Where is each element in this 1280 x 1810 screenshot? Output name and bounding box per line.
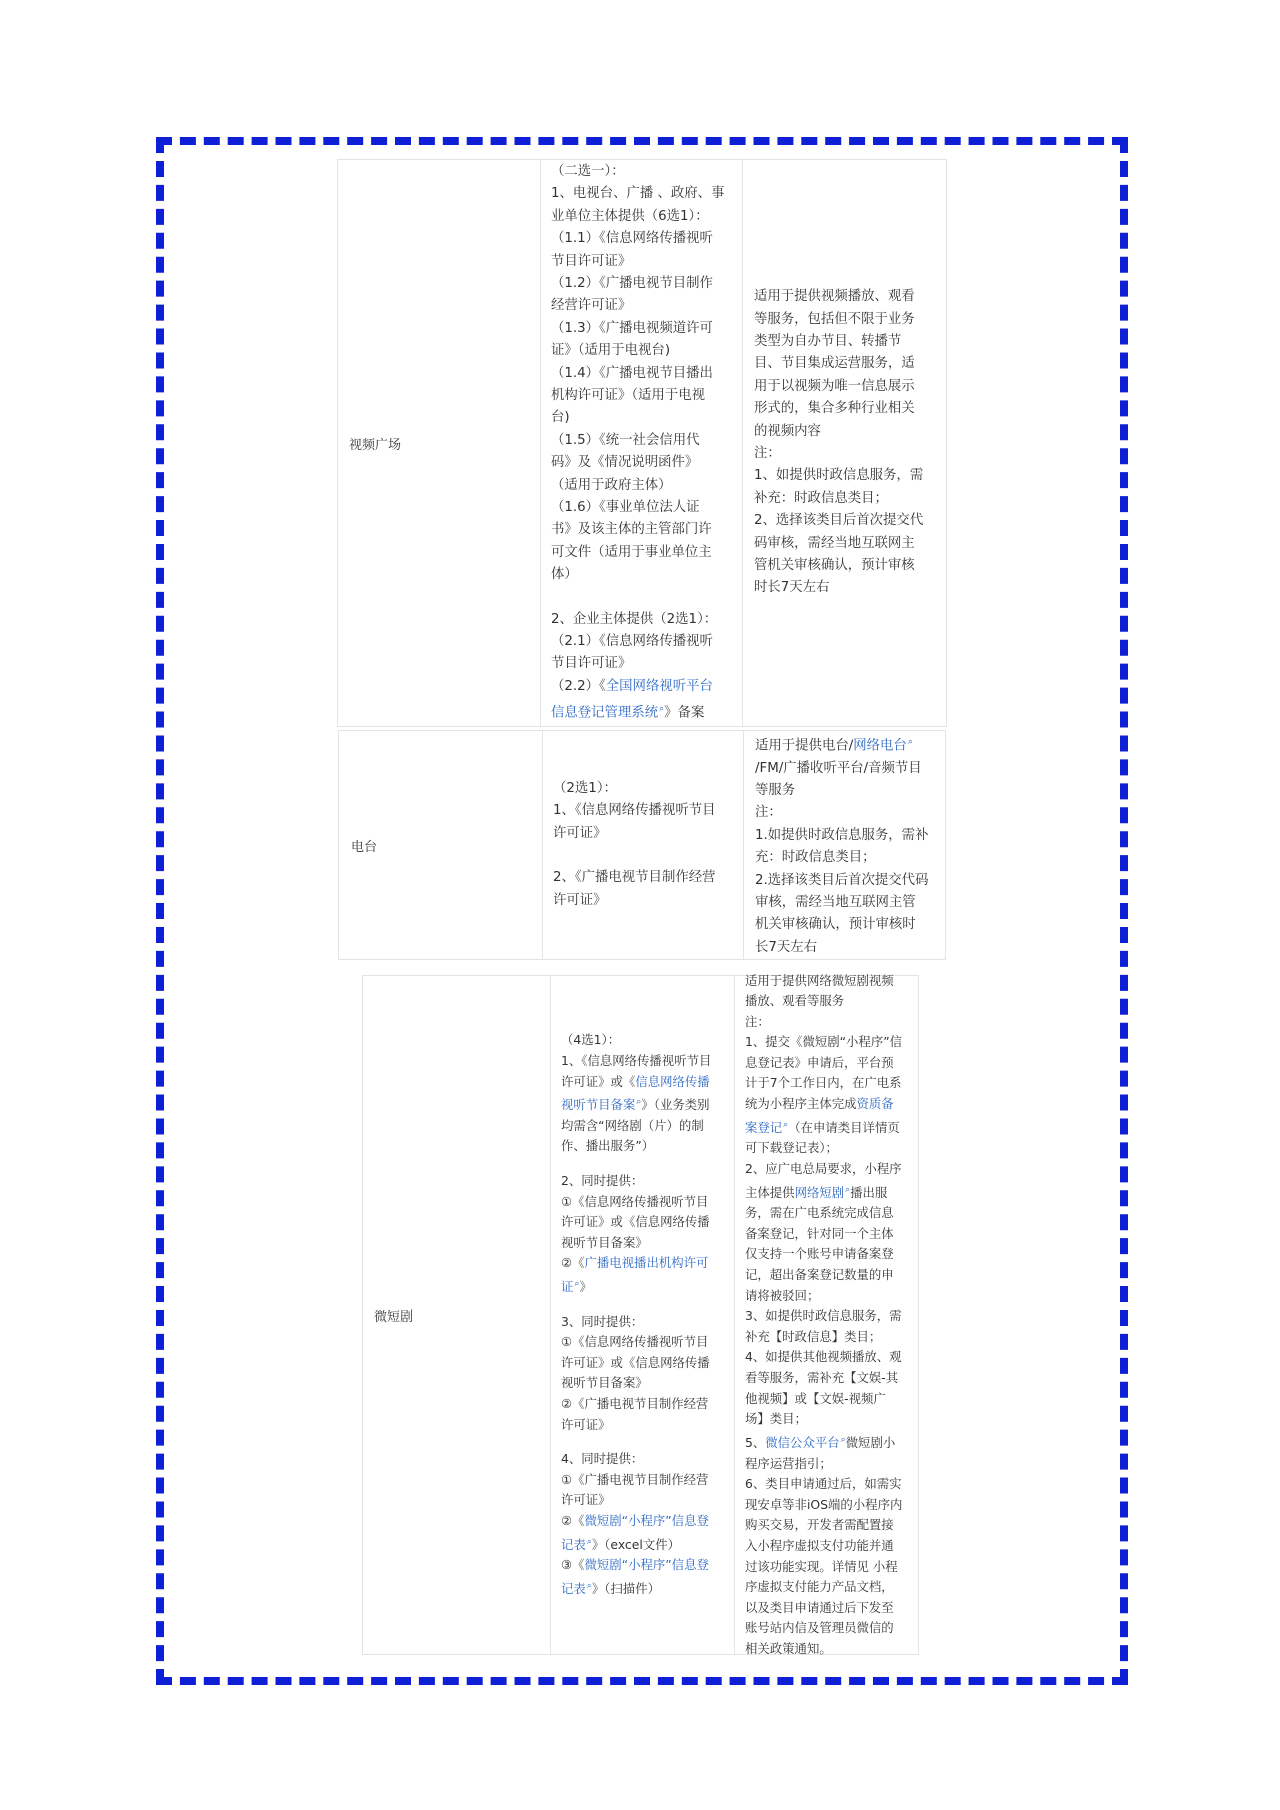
search-icon[interactable]: ⌕ — [636, 1097, 642, 1108]
text-line — [551, 363, 742, 385]
text-segment: 2、选择该类目后首次提交代 — [754, 513, 924, 529]
text-segment: （2.2）《 — [551, 678, 606, 694]
text-segment: （4选1）： — [561, 1032, 621, 1048]
text-segment: 3、如提供时政信息服务，需 — [745, 1308, 902, 1324]
text-segment: 审核，需经当地互联网主管 — [755, 895, 916, 911]
text-segment: 1、电视台、广播 、政府、事 — [551, 186, 725, 202]
text-segment: 》（扫描件） — [591, 1581, 660, 1597]
text-line — [745, 1180, 920, 1204]
text-line — [551, 407, 742, 429]
search-icon[interactable]: ⌕ — [574, 1278, 580, 1289]
notes-cell — [742, 160, 948, 726]
inline-link[interactable]: 记表 — [561, 1536, 586, 1552]
text-segment: 许可证》 — [553, 892, 607, 908]
text-line — [561, 1030, 734, 1051]
text-line — [561, 1253, 734, 1274]
text-segment: 类型为自办节目、转播节 — [754, 333, 902, 349]
table-row — [337, 159, 947, 727]
requirements-text — [561, 1030, 734, 1599]
text-line — [561, 1192, 734, 1213]
inline-link[interactable]: 资质备 — [856, 1096, 894, 1112]
text-segment: 2、应广电总局要求，小程序 — [745, 1160, 902, 1176]
text-segment: 业单位主体提供（6选1）： — [551, 208, 709, 224]
text-segment: （1.1）《信息网络传播视听 — [551, 231, 713, 247]
text-line — [551, 609, 742, 631]
text-line — [561, 1116, 734, 1137]
text-segment: 时长7天左右 — [754, 580, 830, 596]
text-segment: 机构许可证》（适用于电视 — [551, 387, 705, 403]
inline-link[interactable]: 网络短剧 — [794, 1184, 845, 1200]
text-segment: 作、播出服务”） — [561, 1138, 655, 1154]
text-line — [745, 1306, 920, 1327]
text-segment: 适用于提供网络微短剧视频 — [745, 972, 894, 988]
text-line — [754, 331, 948, 353]
text-segment: ①《广播电视节目制作经营 — [561, 1471, 709, 1487]
text-segment: 3、同时提供： — [561, 1313, 644, 1329]
text-line — [551, 228, 742, 250]
inline-link[interactable]: 记表 — [561, 1581, 586, 1597]
text-line — [745, 1598, 920, 1619]
search-icon[interactable]: ⌕ — [845, 1184, 851, 1195]
text-segment: 2.选择该类目后首次提交代码 — [755, 872, 929, 888]
text-line — [755, 937, 947, 959]
text-line — [561, 1449, 734, 1470]
text-line — [561, 1532, 734, 1556]
text-line — [551, 698, 742, 725]
text-line — [745, 1474, 920, 1495]
text-line — [561, 1136, 734, 1157]
text-segment: （适用于政府主体） — [551, 477, 672, 493]
text-line — [755, 758, 947, 780]
text-segment: 可文件（适用于事业单位主 — [551, 544, 712, 560]
text-segment: 许可证》或《信息网络传播 — [561, 1214, 710, 1230]
category-label: 视频广场 — [349, 437, 402, 453]
text-segment: （1.3）《广播电视频道许可 — [551, 320, 713, 336]
text-segment: 充：时政信息类目； — [755, 850, 876, 866]
text-segment: 播出服 — [850, 1184, 888, 1200]
text-segment: 目、节目集成运营服务，适 — [754, 356, 915, 372]
text-line — [553, 867, 743, 889]
text-line — [553, 823, 743, 845]
text-line — [551, 519, 742, 541]
text-segment: （二选一）： — [551, 163, 625, 179]
category-cell — [339, 731, 542, 959]
inline-link[interactable]: 证 — [561, 1279, 574, 1295]
text-segment: 1.如提供时政信息服务，需补 — [755, 827, 929, 843]
text-line — [754, 465, 948, 487]
text-segment: 请将被驳回； — [745, 1287, 820, 1303]
text-line — [754, 443, 948, 465]
text-line — [551, 653, 742, 675]
text-line — [754, 577, 948, 599]
text-line — [561, 1332, 734, 1353]
search-icon[interactable]: ⌕ — [659, 704, 665, 715]
requirements-text — [551, 161, 742, 725]
text-line — [551, 206, 742, 228]
text-segment: 》备案 — [664, 705, 705, 721]
search-icon[interactable]: ⌕ — [907, 736, 913, 747]
text-line — [755, 825, 947, 847]
inline-link[interactable]: 信息登记管理系统 — [551, 705, 659, 721]
inline-link[interactable]: 视听节目备案 — [561, 1097, 636, 1113]
text-segment: 等服务 — [755, 783, 796, 799]
text-line — [551, 273, 742, 295]
text-segment: 统为小程序主体完成 — [745, 1096, 857, 1112]
text-line — [551, 340, 742, 362]
text-line — [561, 1394, 734, 1415]
text-line — [561, 1373, 734, 1394]
text-line — [754, 488, 948, 510]
blank-line — [561, 1435, 734, 1449]
text-line — [551, 452, 742, 474]
category-cell — [363, 976, 550, 1654]
text-segment: 许可证》或《信息网络传播 — [561, 1354, 710, 1370]
notes-cell — [734, 972, 920, 1656]
text-segment: （2.1）《信息网络传播视听 — [551, 634, 713, 650]
text-segment: 场】类目； — [745, 1411, 807, 1427]
text-line — [755, 870, 947, 892]
text-line — [754, 309, 948, 331]
notes-text — [754, 286, 948, 600]
text-line — [745, 1495, 920, 1516]
text-line — [745, 1203, 920, 1224]
text-line — [561, 1511, 734, 1532]
inline-link[interactable]: 微短剧“小程序”信息登 — [584, 1557, 709, 1573]
inline-link[interactable]: 微短剧“小程序”信息登 — [584, 1513, 709, 1529]
notes-text — [745, 971, 920, 1660]
table-row — [338, 730, 946, 960]
text-line — [755, 731, 947, 758]
text-segment: （在申请类目详情页 — [788, 1119, 900, 1135]
text-segment: 6、类目申请通过后，如需实 — [745, 1476, 902, 1492]
text-segment: 节目许可证》 — [551, 253, 632, 269]
table-row — [362, 972, 919, 1656]
text-line — [754, 421, 948, 443]
text-segment: 1、提交《微短剧“小程序”信 — [745, 1034, 903, 1050]
text-segment: /FM/广播收听平台/音频节目 — [755, 760, 922, 776]
text-line — [745, 1515, 920, 1536]
inline-link[interactable]: 信息网络传播 — [635, 1073, 710, 1089]
text-line — [745, 1032, 920, 1053]
text-segment: 等服务，包括但不限于业务 — [754, 311, 915, 327]
text-segment: 许可证》 — [561, 1416, 611, 1432]
text-line — [745, 1286, 920, 1307]
requirements-cell — [540, 160, 742, 726]
text-segment: 证》（适用于电视台) — [551, 343, 671, 359]
text-segment: 视听节目备案》 — [561, 1234, 648, 1250]
text-line — [745, 1454, 920, 1475]
text-line — [745, 1639, 920, 1660]
text-line — [755, 892, 947, 914]
text-line — [755, 802, 947, 824]
search-icon[interactable]: ⌕ — [586, 1536, 592, 1547]
notes-cell — [743, 731, 947, 959]
text-segment: ②《广播电视节目制作经营 — [561, 1396, 709, 1412]
text-line — [745, 971, 920, 992]
text-line — [551, 251, 742, 273]
text-segment: 注： — [745, 1013, 770, 1029]
text-line — [561, 1353, 734, 1374]
text-segment: 序虚拟支付能力产品文档， — [745, 1579, 894, 1595]
text-segment: 主体提供 — [745, 1184, 795, 1200]
text-segment: 仅支持一个账号申请备案登 — [745, 1246, 894, 1262]
text-segment: 记，超出备案登记数量的申 — [745, 1267, 894, 1283]
text-line — [561, 1576, 734, 1600]
text-segment: 适用于提供电台/ — [755, 738, 854, 754]
text-line — [745, 1159, 920, 1180]
text-segment: 账号站内信及管理员微信的 — [745, 1620, 894, 1636]
text-segment: 许可证》 — [553, 825, 607, 841]
text-line — [745, 1409, 920, 1430]
text-segment: 书》及该主体的主管部门许 — [551, 522, 712, 538]
text-segment: 他视频】或【文娱-视频广 — [745, 1390, 886, 1406]
text-segment: 1、《信息网络传播视听节目 — [553, 803, 716, 819]
text-segment: 注： — [754, 446, 781, 461]
text-line — [553, 890, 743, 912]
text-line — [745, 1094, 920, 1115]
text-line — [561, 1415, 734, 1436]
text-line — [551, 542, 742, 564]
text-segment: 1、如提供时政信息服务，需 — [754, 468, 924, 484]
blank-line — [561, 1298, 734, 1312]
text-segment: 长7天左右 — [755, 939, 818, 955]
text-segment: 务，需在广电系统完成信息 — [745, 1205, 894, 1221]
text-line — [754, 398, 948, 420]
text-line — [551, 295, 742, 317]
text-line — [561, 1212, 734, 1233]
text-segment: 备案登记，针对同一个主体 — [745, 1225, 894, 1241]
text-segment: （2选1）： — [553, 780, 617, 796]
text-segment: 体） — [551, 567, 578, 583]
inline-link[interactable]: 广播电视播出机构许可 — [584, 1255, 709, 1271]
text-segment: 微短剧小 — [845, 1434, 896, 1450]
requirements-cell — [550, 976, 734, 1654]
text-line — [745, 1618, 920, 1639]
text-line — [561, 1233, 734, 1254]
blank-line — [553, 845, 743, 867]
text-segment: 许可证》 — [561, 1492, 611, 1508]
text-segment: 节目许可证》 — [551, 656, 632, 672]
search-icon[interactable]: ⌕ — [783, 1119, 789, 1130]
blank-line — [561, 1157, 734, 1171]
text-segment: 可下载登记表）； — [745, 1140, 838, 1156]
text-line — [551, 430, 742, 452]
text-line — [745, 1053, 920, 1074]
text-segment: 播放、观看等服务 — [745, 993, 845, 1009]
text-segment: 4、如提供其他视频播放、观 — [745, 1349, 902, 1365]
text-segment: 视听节目备案》 — [561, 1375, 648, 1391]
notes-text — [755, 731, 947, 960]
text-segment: 2、企业主体提供（2选1）： — [551, 611, 718, 627]
text-segment: 过该功能实现。详情见 小程 — [745, 1558, 898, 1574]
text-segment: 注： — [755, 805, 782, 821]
text-line — [745, 991, 920, 1012]
inline-link[interactable]: 网络电台 — [853, 738, 907, 754]
category-label: 微短剧 — [374, 1309, 414, 1325]
text-line — [745, 1073, 920, 1094]
text-segment: 经营许可证》 — [551, 298, 632, 314]
text-line — [561, 1274, 734, 1298]
text-segment: 以及类目申请通过后下发至 — [745, 1599, 894, 1615]
inline-link[interactable]: 全国网络视听平台 — [605, 678, 713, 694]
text-segment: 适用于提供视频播放、观看 — [754, 289, 915, 305]
requirements-cell — [542, 731, 743, 959]
text-segment: 台) — [551, 410, 570, 426]
text-segment: 看等服务，需补充【文娱-其 — [745, 1370, 899, 1386]
text-line — [551, 564, 742, 586]
text-line — [745, 1347, 920, 1368]
text-segment: （1.5）《统一社会信用代 — [551, 432, 700, 448]
text-segment: 现安卓等非iOS端的小程序内 — [745, 1496, 903, 1512]
text-segment: ①《信息网络传播视听节目 — [561, 1334, 709, 1350]
text-line — [754, 376, 948, 398]
text-line — [755, 914, 947, 936]
text-line — [745, 1557, 920, 1578]
text-line — [561, 1171, 734, 1192]
text-segment: 5、 — [745, 1434, 766, 1450]
text-segment: 管机关审核确认，预计审核 — [754, 558, 915, 574]
text-segment: 》（excel文件） — [591, 1536, 680, 1552]
text-line — [745, 1244, 920, 1265]
text-segment: 2、《广播电视节目制作经营 — [553, 870, 716, 886]
text-segment: 许可证》或《 — [561, 1073, 636, 1089]
text-line — [745, 1389, 920, 1410]
text-segment: 4、同时提供： — [561, 1451, 644, 1467]
text-line — [551, 318, 742, 340]
text-line — [561, 1051, 734, 1072]
text-line — [553, 778, 743, 800]
text-line — [561, 1490, 734, 1511]
text-line — [754, 533, 948, 555]
text-line — [551, 475, 742, 497]
text-segment: （1.2）《广播电视节目制作 — [551, 275, 713, 291]
text-segment: （1.4）《广播电视节目播出 — [551, 365, 713, 381]
text-segment: 息登记表》申请后，平台预 — [745, 1054, 894, 1070]
text-line — [745, 1368, 920, 1389]
text-segment: 》 — [579, 1279, 592, 1295]
text-segment: 程序运营指引； — [745, 1455, 832, 1471]
search-icon[interactable]: ⌕ — [586, 1580, 592, 1591]
text-line — [561, 1470, 734, 1491]
text-segment: ②《 — [561, 1255, 585, 1271]
text-segment: ③《 — [561, 1557, 585, 1573]
text-segment: 的视频内容 — [754, 423, 821, 439]
text-segment: 码审核，需经当地互联网主 — [754, 535, 915, 551]
text-line — [561, 1555, 734, 1576]
search-icon[interactable]: ⌕ — [840, 1434, 846, 1445]
category-label: 电台 — [351, 839, 378, 855]
text-line — [553, 800, 743, 822]
text-segment: 相关政策通知。 — [745, 1640, 832, 1656]
text-segment: 码》及《情况说明函件》 — [551, 455, 699, 471]
text-segment: 机关审核确认，预计审核时 — [755, 917, 916, 933]
text-segment: 购买交易，开发者需配置接 — [745, 1517, 894, 1533]
text-line — [754, 555, 948, 577]
text-segment: ①《信息网络传播视听节目 — [561, 1193, 709, 1209]
text-line — [754, 353, 948, 375]
text-segment: 计于7个工作日内，在广电系 — [745, 1075, 902, 1091]
text-segment: 》（业务类别 — [641, 1097, 710, 1113]
text-line — [551, 385, 742, 407]
text-line — [745, 1265, 920, 1286]
text-line — [551, 631, 742, 653]
text-segment: 1、《信息网络传播视听节目 — [561, 1052, 712, 1068]
inline-link[interactable]: 案登记 — [745, 1119, 783, 1135]
text-line — [551, 183, 742, 205]
text-line — [561, 1092, 734, 1116]
text-line — [561, 1072, 734, 1093]
inline-link[interactable]: 微信公众平台 — [765, 1434, 840, 1450]
text-segment: 均需含“网络剧（片）的制 — [561, 1117, 704, 1133]
text-segment: 入小程序虚拟支付功能并通 — [745, 1537, 894, 1553]
text-line — [561, 1312, 734, 1333]
text-segment: ②《 — [561, 1513, 585, 1529]
text-segment: 形式的，集合多种行业相关 — [754, 401, 915, 417]
text-segment: 用于以视频为唯一信息展示 — [754, 378, 915, 394]
text-segment: 2、同时提供： — [561, 1173, 644, 1189]
text-line — [551, 676, 742, 698]
text-line — [551, 161, 742, 183]
text-line — [745, 1138, 920, 1159]
requirements-text — [553, 778, 743, 912]
text-segment: （1.6）《事业单位法人证 — [551, 499, 700, 515]
text-line — [745, 1327, 920, 1348]
text-line — [745, 1577, 920, 1598]
text-line — [745, 1012, 920, 1033]
text-segment: 补充：时政信息类目； — [754, 490, 888, 506]
text-segment: 补充【时政信息】类目； — [745, 1328, 882, 1344]
category-cell — [338, 160, 540, 726]
text-line — [755, 847, 947, 869]
blank-line — [551, 587, 742, 609]
text-line — [755, 780, 947, 802]
text-line — [745, 1224, 920, 1245]
text-line — [551, 497, 742, 519]
text-line — [745, 1115, 920, 1139]
text-line — [754, 286, 948, 308]
text-line — [745, 1536, 920, 1557]
text-line — [745, 1430, 920, 1454]
text-line — [754, 510, 948, 532]
